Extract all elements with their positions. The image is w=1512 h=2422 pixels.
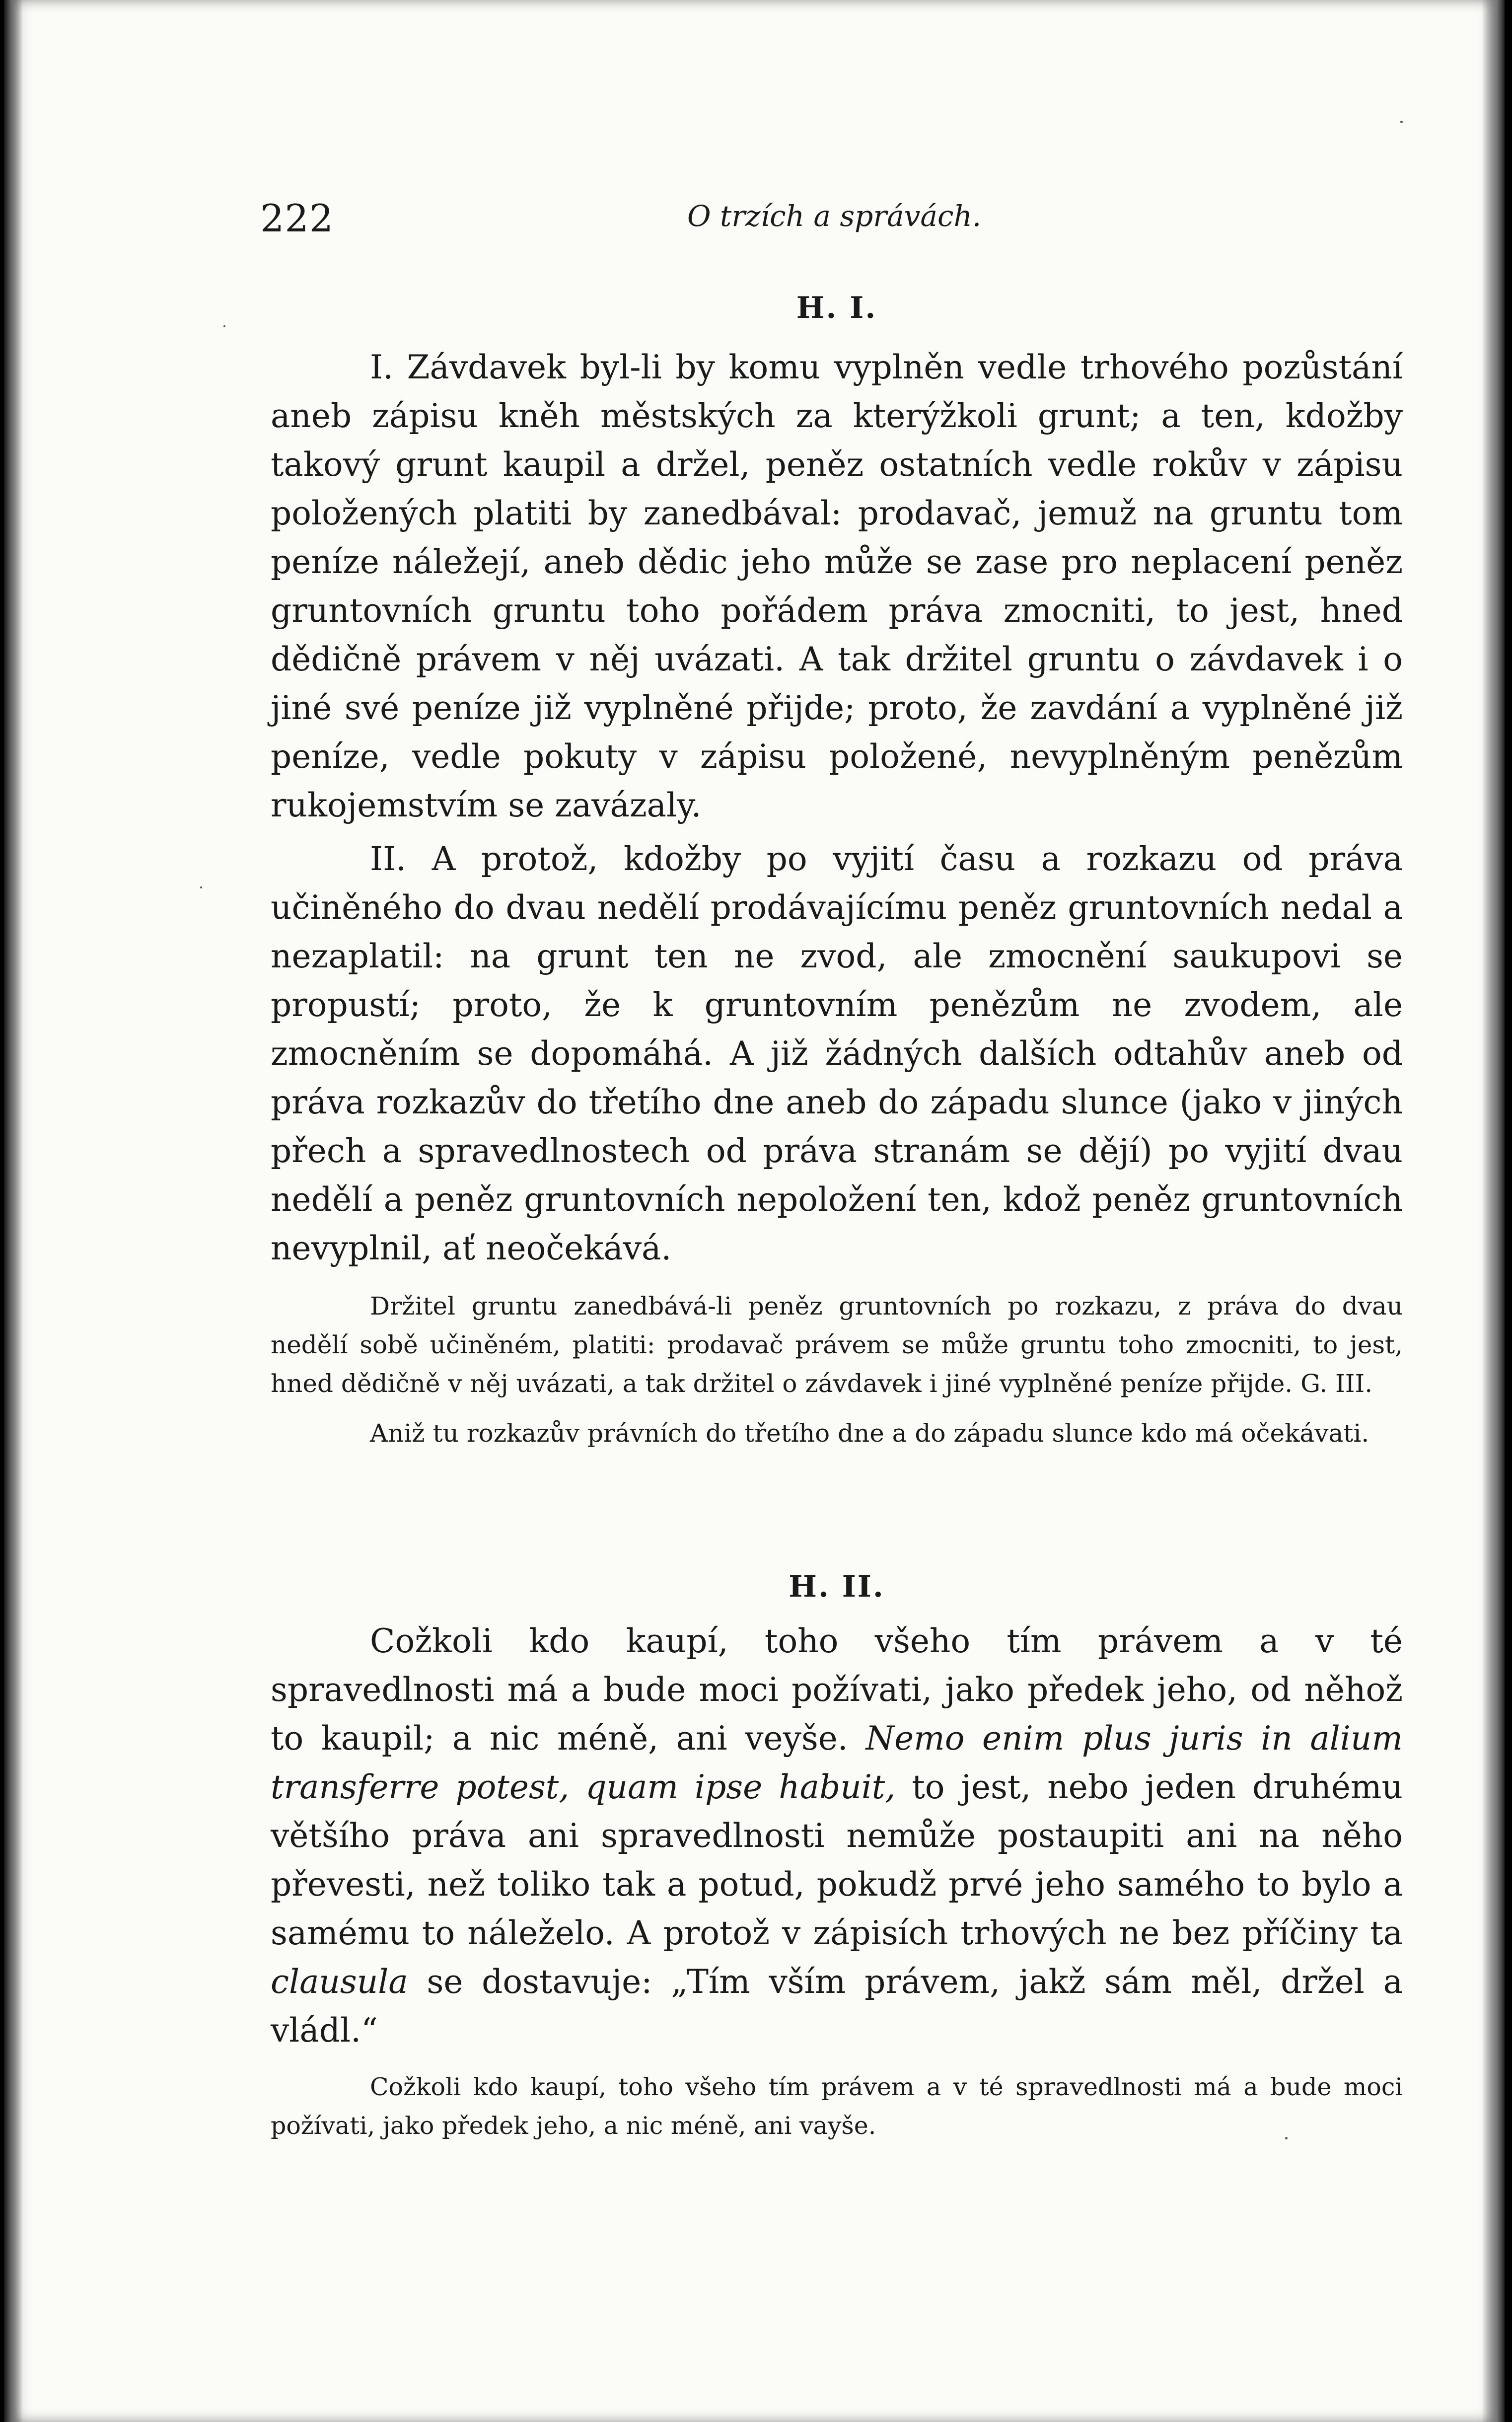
running-head: O trzích a správách.	[687, 199, 982, 233]
scan-speck	[1400, 121, 1403, 123]
section-h-i	[271, 291, 1403, 1453]
scan-speck	[223, 325, 225, 327]
summary-note-3: Cožkoli kdo kaupí, toho všeho tím právem a v té spravedlnosti má a bude moci požívati, jako předek jeho, a nic méně, ani vayše.	[271, 2073, 1403, 2140]
scan-edge-left	[4, 0, 23, 2422]
paragraph-h-ii	[271, 1617, 1403, 2055]
section-h-ii	[271, 1569, 1403, 2145]
summary-note-2: Aniž tu rozkazův právních do třetího dne a do západu slunce kdo má očekávati.	[370, 1419, 1369, 1448]
summary-note-1: Držitel gruntu zanedbává-li peněz gruntovních po rozkazu, z práva do dvau nedělí sobě učiněném, platiti: prodavač právem se může gruntu toho zmocniti, to jest, hned dědičně v něj uvázati, a tak držitel o závdavek i jiné vyplněné peníze přijde. G. III.	[271, 1292, 1403, 1398]
section-heading-h-ii: H. II.	[789, 1569, 885, 1604]
paragraph-h-ii-middle: to jest, nebo jeden druhému většího práva ani spravedlnosti nemůže postaupiti ani na něho převesti, než toliko tak a potud, pokudž prvé jeho samého to bylo a samému to náleželo. A protož v zápisích trhových ne bez příčiny ta	[271, 1768, 1403, 1952]
book-page	[4, 0, 1505, 2422]
paragraph-ii: II. A protož, kdožby po vyjití času a rozkazu od práva učiněného do dvau nedělí prodávajícímu peněz gruntovních nedal a nezaplatil: na grunt ten ne zvod, ale zmocnění saukupovi se propustí; proto, že k gruntovním penězům ne zvodem, ale zmocněním se dopomáhá. A již žádných dalších odtahův aneb od práva rozkazův do třetího dne aneb do západu slunce (jako v jiných přech a spravedlnostech od práva stranám se dějí) po vyjití dvau nedělí a peněz gruntovních nepoložení ten, kdož peněz gruntovních nevyplnil, ať neočekává.	[271, 840, 1403, 1267]
page-header	[260, 196, 1402, 256]
paragraph-i: I. Závdavek byl-li by komu vyplněn vedle trhového pozůstání aneb zápisu kněh městských za kterýžkoli grunt; a ten, kdožby takový grunt kaupil a držel, peněz ostatních vedle rokův v zápisu položených platiti by zanedbával: prodavač, jemuž na gruntu tom peníze náležejí, aneb dědic jeho může se zase pro neplacení peněz gruntovních gruntu toho pořádem práva zmocniti, to jest, hned dědičně právem v něj uvázati. A tak držitel gruntu o závdavek i o jiné své peníze již vyplněné přijde; proto, že zavdání a vyplněné již peníze, vedle pokuty v zápisu položené, nevyplněným penězům rukojemstvím se zavázaly.	[271, 348, 1403, 824]
clausula-term: clausula	[271, 1963, 408, 2001]
scan-speck	[1285, 2137, 1288, 2139]
scan-speck	[200, 886, 202, 888]
scan-edge-right	[1482, 0, 1505, 2422]
paragraph-h-ii-start: Cožkoli kdo kaupí, toho všeho tím právem a v té spravedlnosti má a bude moci požívati, jako předek jeho, od něhož to kaupil; a nic méně, ani veyše.	[271, 1622, 1403, 1758]
latin-maxim: Nemo enim plus juris in alium transferre potest, quam ipse habuit,	[271, 1719, 1403, 1806]
page-number: 222	[260, 196, 334, 240]
paragraph-h-ii-end: se dostavuje: „Tím vším právem, jakž sám měl, držel a vládl.“	[271, 1963, 1403, 2050]
section-heading-h-i: H. I.	[796, 291, 877, 325]
